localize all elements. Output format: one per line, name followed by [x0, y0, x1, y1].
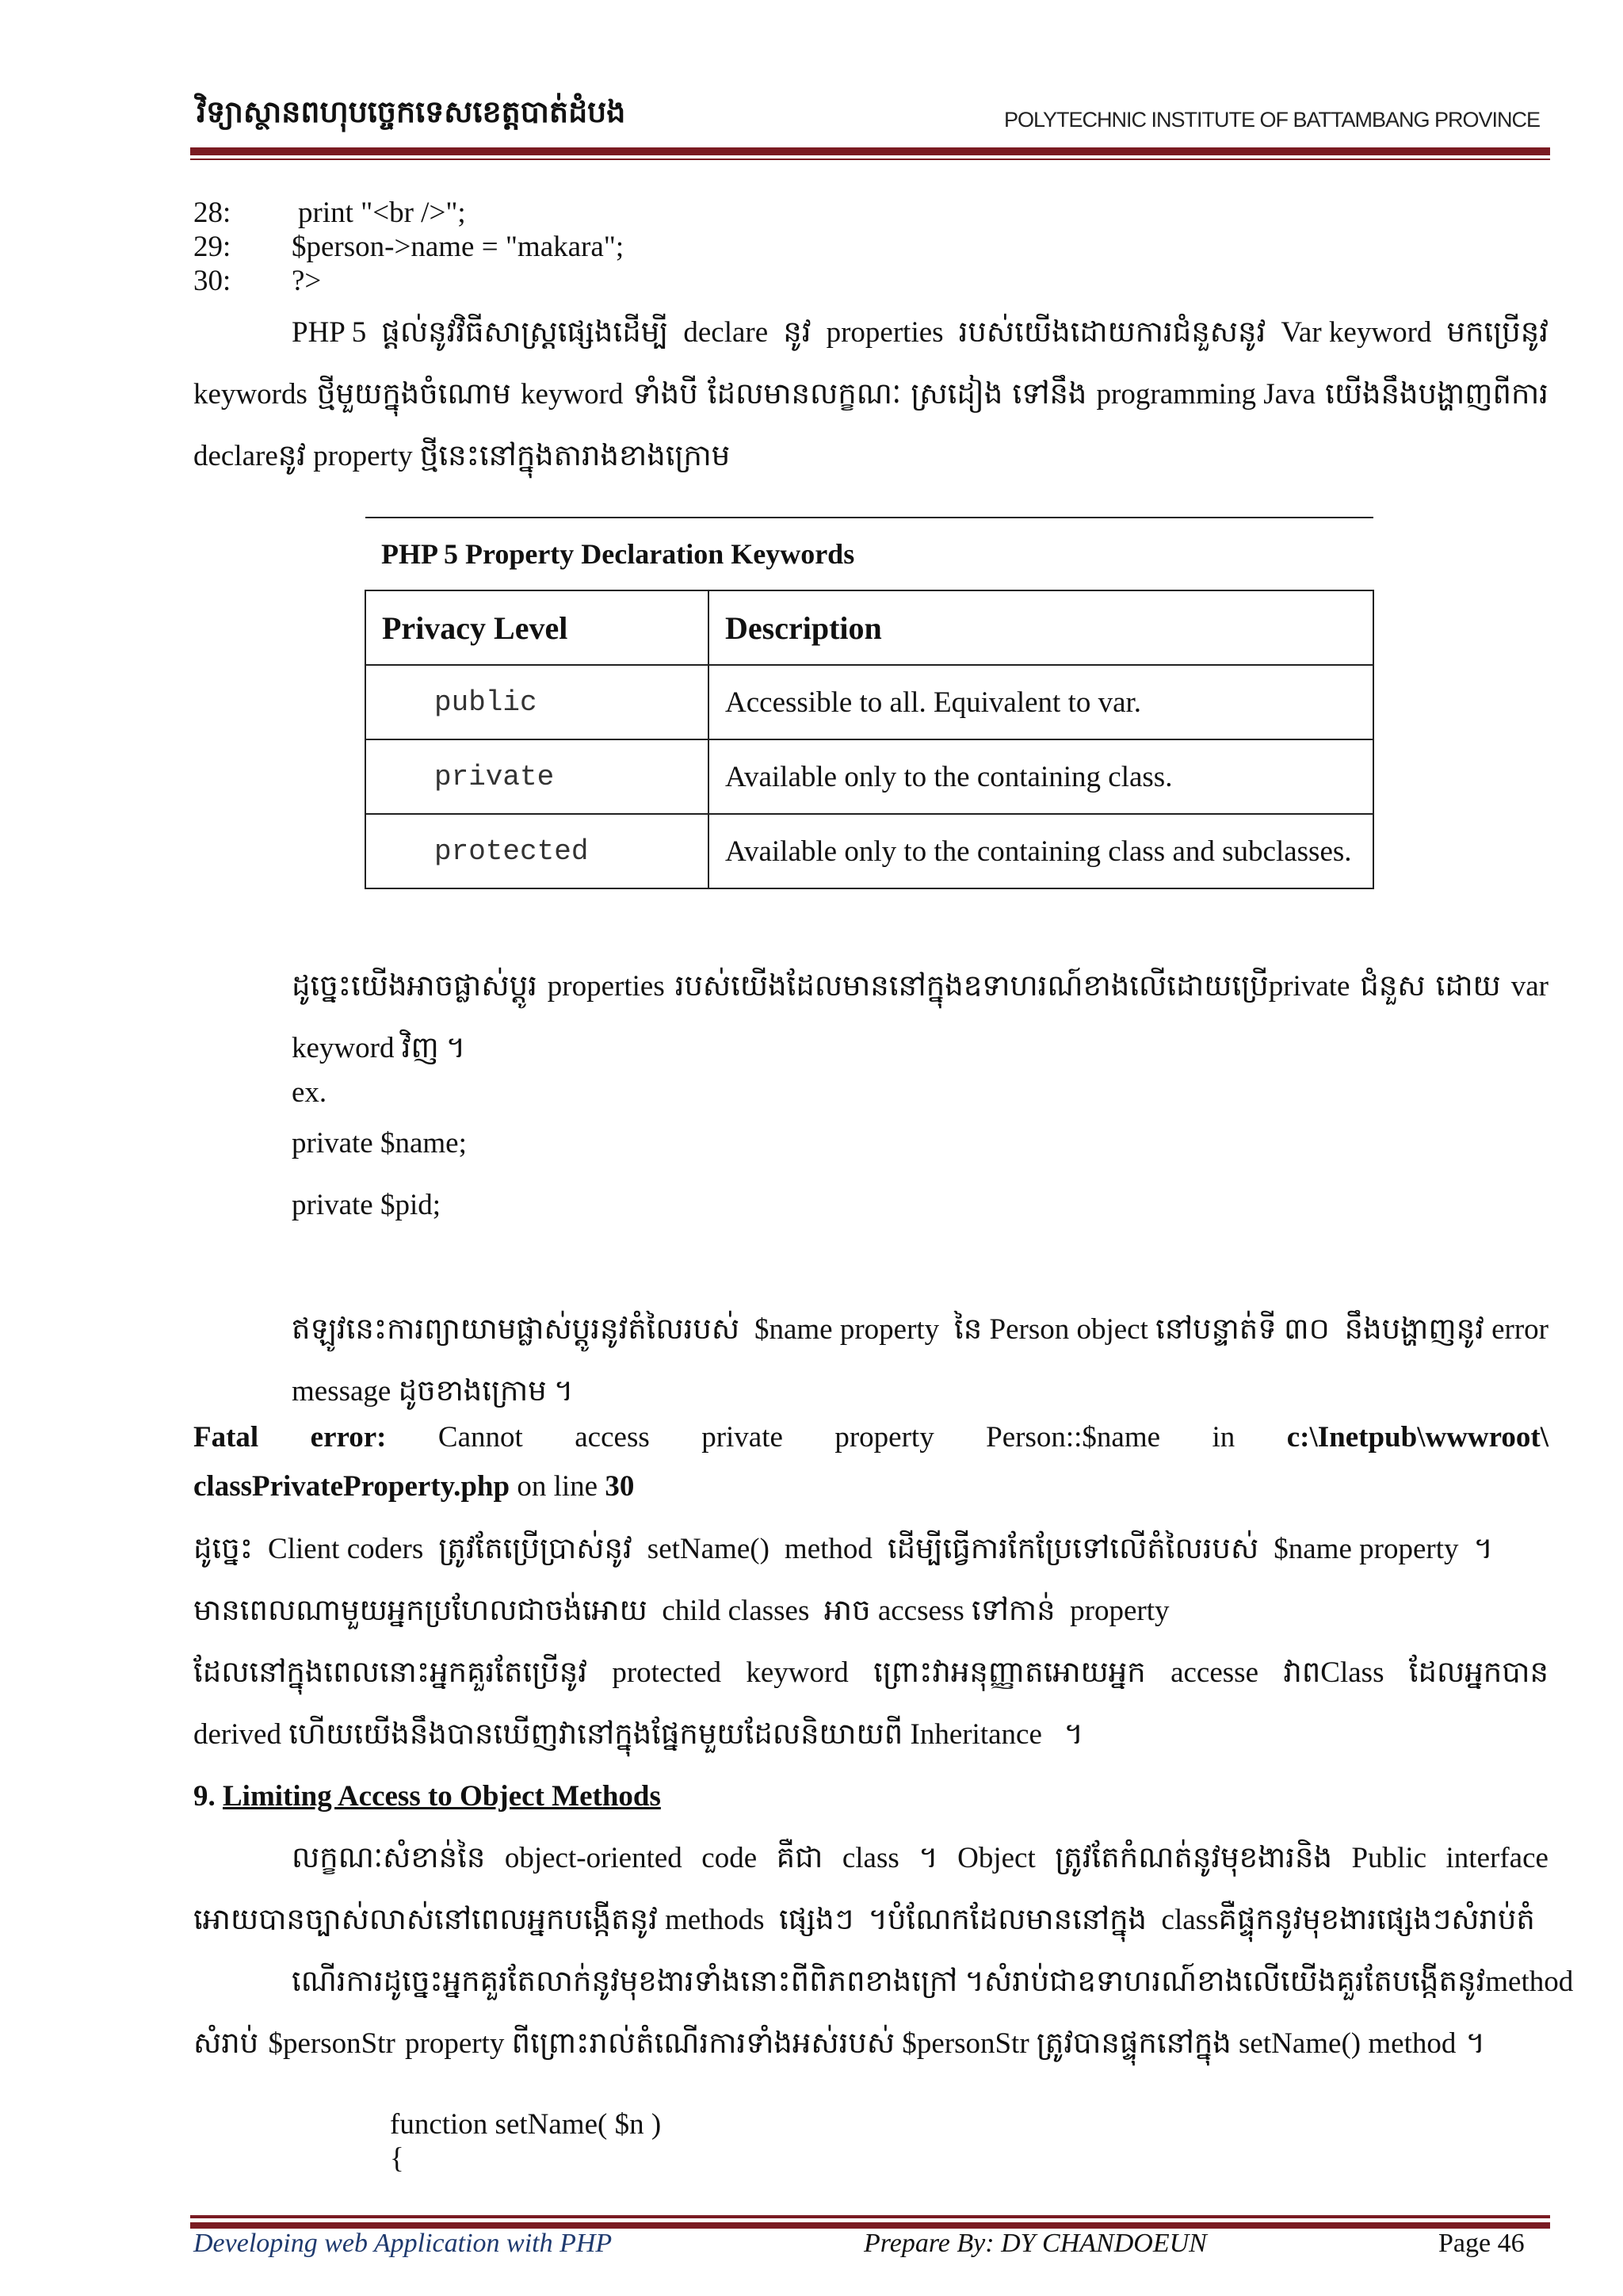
text-run: ព្រោះវាអនុញ្ញាតអោយអ្នក: [873, 1656, 1146, 1689]
description-cell: Available only to the containing class and subclasses.: [708, 814, 1373, 888]
text-run: Client coders: [268, 1533, 424, 1565]
text-run: Var keyword: [1281, 316, 1432, 349]
section-heading: [193, 1778, 661, 1815]
text-run: នឹងបង្ហាញនូវ error: [1344, 1313, 1549, 1346]
text-run: ដើម្បីធ្វើការកែប្រែទៅលើតំលៃរបស់: [887, 1533, 1259, 1565]
text-run: properties: [547, 970, 665, 1003]
column-header-description: Description: [708, 590, 1373, 665]
footer-course-title: Developing web Application with PHP: [193, 2229, 613, 2258]
paragraph-line: មានពេលណាមួយអ្នកប្រហែលជាចង់អោយ child classes អាច accsess ទៅកាន់ property: [193, 1595, 1170, 1627]
text-run: ។: [918, 1842, 938, 1874]
table-caption-row: [365, 518, 1373, 590]
paragraph-line: message ដូចខាងក្រោម ។: [292, 1375, 574, 1408]
paragraph-line: [292, 1840, 1549, 1877]
code-line: $person->name = "makara";: [292, 231, 624, 263]
code-line: private $name;: [292, 1127, 467, 1159]
text-run: វាពClass: [1283, 1656, 1384, 1689]
text-run: ទាំងបី: [632, 378, 698, 411]
text-run: Object: [957, 1842, 1036, 1874]
header-institute-title: POLYTECHNIC INSTITUTE OF BATTAMBANG PROVINCE: [1004, 108, 1541, 132]
text-run: keywords: [193, 378, 307, 411]
text-run: នូវ: [783, 316, 812, 349]
text-run: keyword: [746, 1656, 849, 1689]
text-run: Public: [1351, 1842, 1427, 1874]
text-run: សំរាប់: [193, 2027, 259, 2060]
text-run: ណើរការដូច្នេះអ្នកគួរតែលាក់នូវមុខងារទាំងនោះពីពិភពខាងក្រៅ ។: [292, 1966, 984, 1998]
text-run: របស់យើងដែលមាននៅក្នុងឧទាហរណ៍ខាងលើដោយប្រើprivate: [674, 970, 1350, 1003]
text-run: var: [1510, 970, 1549, 1003]
text-run: setName(): [647, 1533, 769, 1565]
section-number: 9.: [193, 1780, 216, 1813]
text-run: in: [1212, 1421, 1235, 1454]
text-run: programming Java: [1096, 378, 1316, 411]
text-run: ត្រូវតែប្រើប្រាស់នូវ: [438, 1533, 632, 1565]
text-run: method: [784, 1533, 873, 1565]
text-run: លក្ខណៈសំខាន់នៃ: [292, 1842, 486, 1874]
text-run: keyword: [520, 378, 624, 411]
code-line-number: 29:: [193, 231, 231, 263]
text-run: accesse: [1170, 1656, 1258, 1689]
table-row: [365, 814, 1373, 888]
paragraph-line: derived ហើយយើងនឹងបានឃើញវានៅក្នុងផ្នែកមួយដែលនិយាយពី Inheritance ។: [193, 1718, 1084, 1751]
footer-rule-thin: [190, 2215, 1550, 2218]
text-run: ទៅនឹង: [1012, 378, 1087, 411]
paragraph-line: [193, 1655, 1549, 1691]
text-run: ជំនួស: [1360, 970, 1426, 1003]
text-run: ដែលនៅក្នុងពេលនោះអ្នកគួរតែប្រើនូវ: [193, 1656, 588, 1689]
header-khmer-title: វិទ្យាស្ថានពហុបច្ចេកទេសខេត្តបាត់ដំបង: [197, 94, 626, 129]
text-run: access: [575, 1421, 650, 1454]
column-header-privacy-level: Privacy Level: [365, 590, 708, 665]
page-number: Page 46: [1438, 2229, 1525, 2258]
paragraph-line: declareនូវ property ថ្មីនេះនៅក្នុងតារាងខាងក្រោម: [193, 440, 731, 472]
paragraph-line: [292, 1964, 1574, 2000]
table-caption: PHP 5 Property Declaration Keywords: [365, 518, 1373, 590]
paragraph-line: អោយបានច្បាស់លាស់នៅពេលអ្នកបង្កើតនូវ methods ផ្សេងៗ ។បំណែកដែលមាននៅក្នុង classគឺផ្ទុកនូវមុខងារផ្សេងៗសំរាប់តំ: [193, 1904, 1535, 1936]
text-run: protected: [612, 1656, 721, 1689]
text-run: PHP 5: [292, 316, 367, 349]
paragraph-line: [292, 968, 1549, 1005]
paragraph-line: [292, 315, 1549, 351]
table-row: [365, 665, 1373, 739]
text-run: ដែលអ្នកបាន: [1408, 1656, 1549, 1689]
text-run: properties: [826, 316, 944, 349]
text-run: class: [842, 1842, 899, 1874]
text-run: សំរាប់ជាឧទាហរណ៍ខាងលើយើងគួរតែបង្កើតនូវ: [983, 1966, 1486, 1998]
text-run: $personStr: [268, 2027, 395, 2060]
privacy-level-cell: private: [365, 739, 708, 814]
privacy-level-cell: public: [365, 665, 708, 739]
text-run: $name property: [754, 1313, 940, 1346]
paragraph-line: [292, 1312, 1549, 1348]
text-run: private: [701, 1421, 783, 1454]
paragraph-line: keyword វិញ ។: [292, 1032, 466, 1064]
text-run: Cannot: [437, 1421, 523, 1454]
privacy-level-cell: protected: [365, 814, 708, 888]
text-run: ។: [1465, 2027, 1485, 2060]
text-run: ថ្មីមួយក្នុងចំណោម: [317, 378, 511, 411]
header-rule-thin: [190, 159, 1550, 160]
property-keywords-table: [365, 517, 1374, 889]
code-line: ?>: [292, 265, 322, 297]
code-line: private $pid;: [292, 1189, 441, 1221]
text-run: មកប្រើនូវ: [1446, 316, 1549, 349]
header-rule: [190, 147, 1550, 155]
text-run: ផ្ដល់នូវវិធីសាស្ត្រផ្សេងដើម្បី: [381, 316, 669, 349]
text-run: interface: [1445, 1842, 1549, 1874]
description-cell: Available only to the containing class.: [708, 739, 1373, 814]
code-line: print "<br />";: [298, 197, 466, 229]
text-run: ត្រូវតែកំណត់នូវមុខងារនិង: [1055, 1842, 1332, 1874]
text-run: យើងនឹងបង្ហាញពីការ: [1325, 378, 1549, 411]
paragraph-line: [193, 376, 1549, 413]
text-run: property: [834, 1421, 934, 1454]
paragraph-line: [193, 1531, 1493, 1568]
text-run: declare: [683, 316, 769, 349]
code-line-number: 30:: [193, 265, 231, 297]
error-message-line: [193, 1419, 1549, 1456]
text-run: code: [701, 1842, 758, 1874]
text-run: ស្រដៀង: [911, 378, 1003, 411]
paragraph-line: [193, 2026, 1485, 2062]
table-header-row: [365, 590, 1373, 665]
text-run: ដោយ: [1435, 970, 1501, 1003]
text-run: $name property: [1274, 1533, 1459, 1565]
text-run: នៃ Person object នៅបន្ទាត់ទី ៣០: [954, 1313, 1330, 1346]
text-run: on line: [517, 1470, 598, 1503]
text-run: ឥឡូវនេះការព្យាយាមផ្លាស់ប្ដូរនូវតំលៃរបស់: [292, 1313, 740, 1346]
text-run: ។: [1473, 1533, 1493, 1565]
text-run: គឺជា: [776, 1842, 823, 1874]
error-file: classPrivateProperty.php: [193, 1470, 510, 1503]
text-run: method: [1485, 1966, 1574, 1998]
text-run: property ពីព្រោះរាល់តំណើរការទាំងអស់របស់ $personStr ត្រូវបានផ្ទុកនៅក្នុង setName() method: [405, 2027, 1457, 2060]
error-message-line: [193, 1469, 634, 1505]
text-run: ដែលមានលក្ខណៈ: [707, 378, 902, 411]
example-label: ex.: [292, 1076, 327, 1109]
text-run: Person::$name: [986, 1421, 1161, 1454]
text-run: ដូច្នេះ: [193, 1533, 253, 1565]
error-label: Fatal: [193, 1421, 259, 1454]
code-line: function setName( $n ): [390, 2108, 662, 2141]
description-cell: Accessible to all. Equivalent to var.: [708, 665, 1373, 739]
table-row: [365, 739, 1373, 814]
text-run: របស់យើងដោយការជំនួសនូវ: [958, 316, 1266, 349]
code-line-number: 28:: [193, 197, 231, 229]
error-path: c:\Inetpub\wwwroot\: [1286, 1421, 1549, 1454]
text-run: object-oriented: [504, 1842, 682, 1874]
error-line-number: 30: [605, 1470, 635, 1503]
code-line: {: [390, 2142, 404, 2175]
footer-author: Prepare By: DY CHANDOEUN: [864, 2229, 1207, 2258]
section-title: Limiting Access to Object Methods: [223, 1780, 661, 1813]
error-label: error:: [310, 1421, 387, 1454]
text-run: ដូច្នេះយើងអាចផ្លាស់ប្ដូរ: [292, 970, 537, 1003]
